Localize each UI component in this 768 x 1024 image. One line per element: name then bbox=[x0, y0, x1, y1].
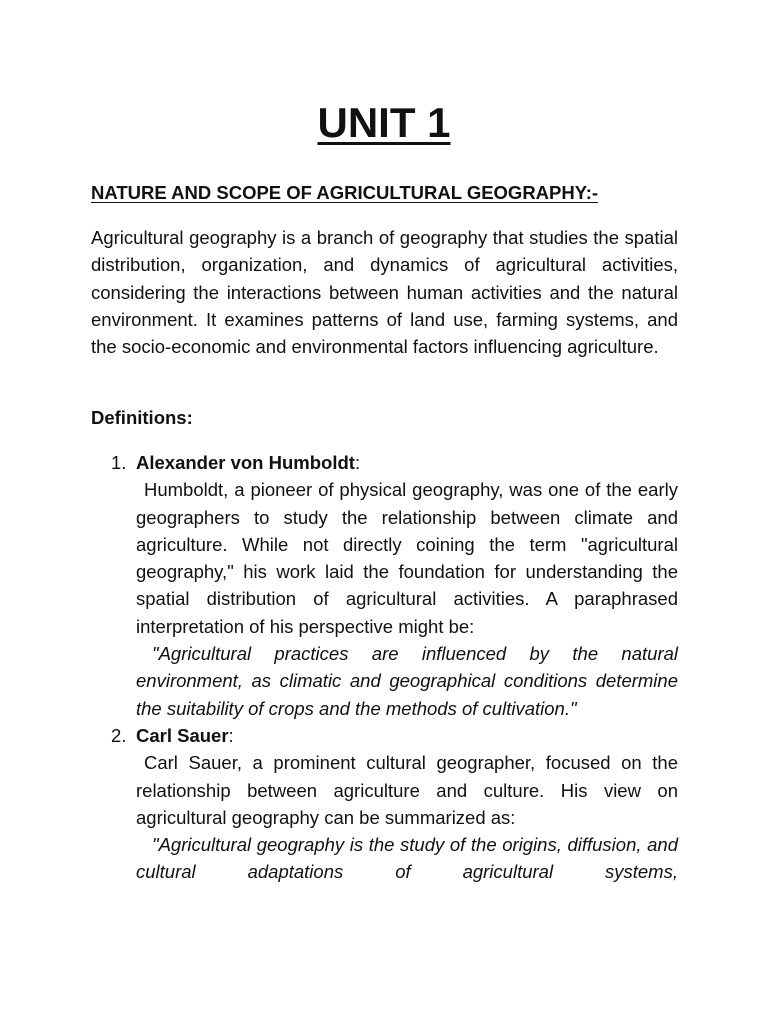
definition-name: Carl Sauer bbox=[136, 724, 229, 746]
definition-name-suffix: : bbox=[354, 452, 361, 473]
definition-item-humboldt bbox=[91, 449, 678, 722]
definition-name-suffix: : bbox=[228, 724, 234, 746]
definition-name: Alexander von Humboldt bbox=[136, 452, 355, 473]
definition-item-sauer bbox=[91, 722, 678, 886]
definition-number: 2. bbox=[111, 724, 127, 746]
unit-title: UNIT 1 bbox=[317, 99, 451, 146]
section-heading: NATURE AND SCOPE OF AGRICULTURAL GEOGRAPHY:- bbox=[91, 182, 599, 203]
definition-name-line bbox=[136, 449, 678, 476]
definition-quote: "Agricultural geography is the study of the origins, diffusion, and cultural adaptations of agricultural systems, bbox=[136, 834, 678, 883]
definitions-heading: Definitions: bbox=[91, 407, 193, 428]
definition-name-line bbox=[136, 722, 678, 749]
definition-body: Carl Sauer, a prominent cultural geographer, focused on the relationship between agriculture and culture. His view on agricultural geography can be summarized as: bbox=[136, 752, 678, 828]
definition-quote: "Agricultural practices are influenced by the natural environment, as climatic and geographical conditions determine the suitability of crops and the methods of cultivation." bbox=[136, 643, 678, 719]
definition-body: Humboldt, a pioneer of physical geography, was one of the early geographers to study the relationship between climate and agriculture. While not directly coining the term "agricultural geography," his work laid the foundation for understanding the spatial distribution of agricultural activities. A paraphrased interpretation of his perspective might be: bbox=[136, 479, 678, 637]
definitions-list bbox=[91, 449, 678, 886]
intro-paragraph: Agricultural geography is a branch of geography that studies the spatial distribution, organization, and dynamics of agricultural activities, considering the interactions between human activities and the natural environment. It examines patterns of land use, farming systems, and the socio-economic and environmental factors influencing agriculture. bbox=[91, 227, 678, 358]
definition-number: 1. bbox=[111, 452, 127, 473]
